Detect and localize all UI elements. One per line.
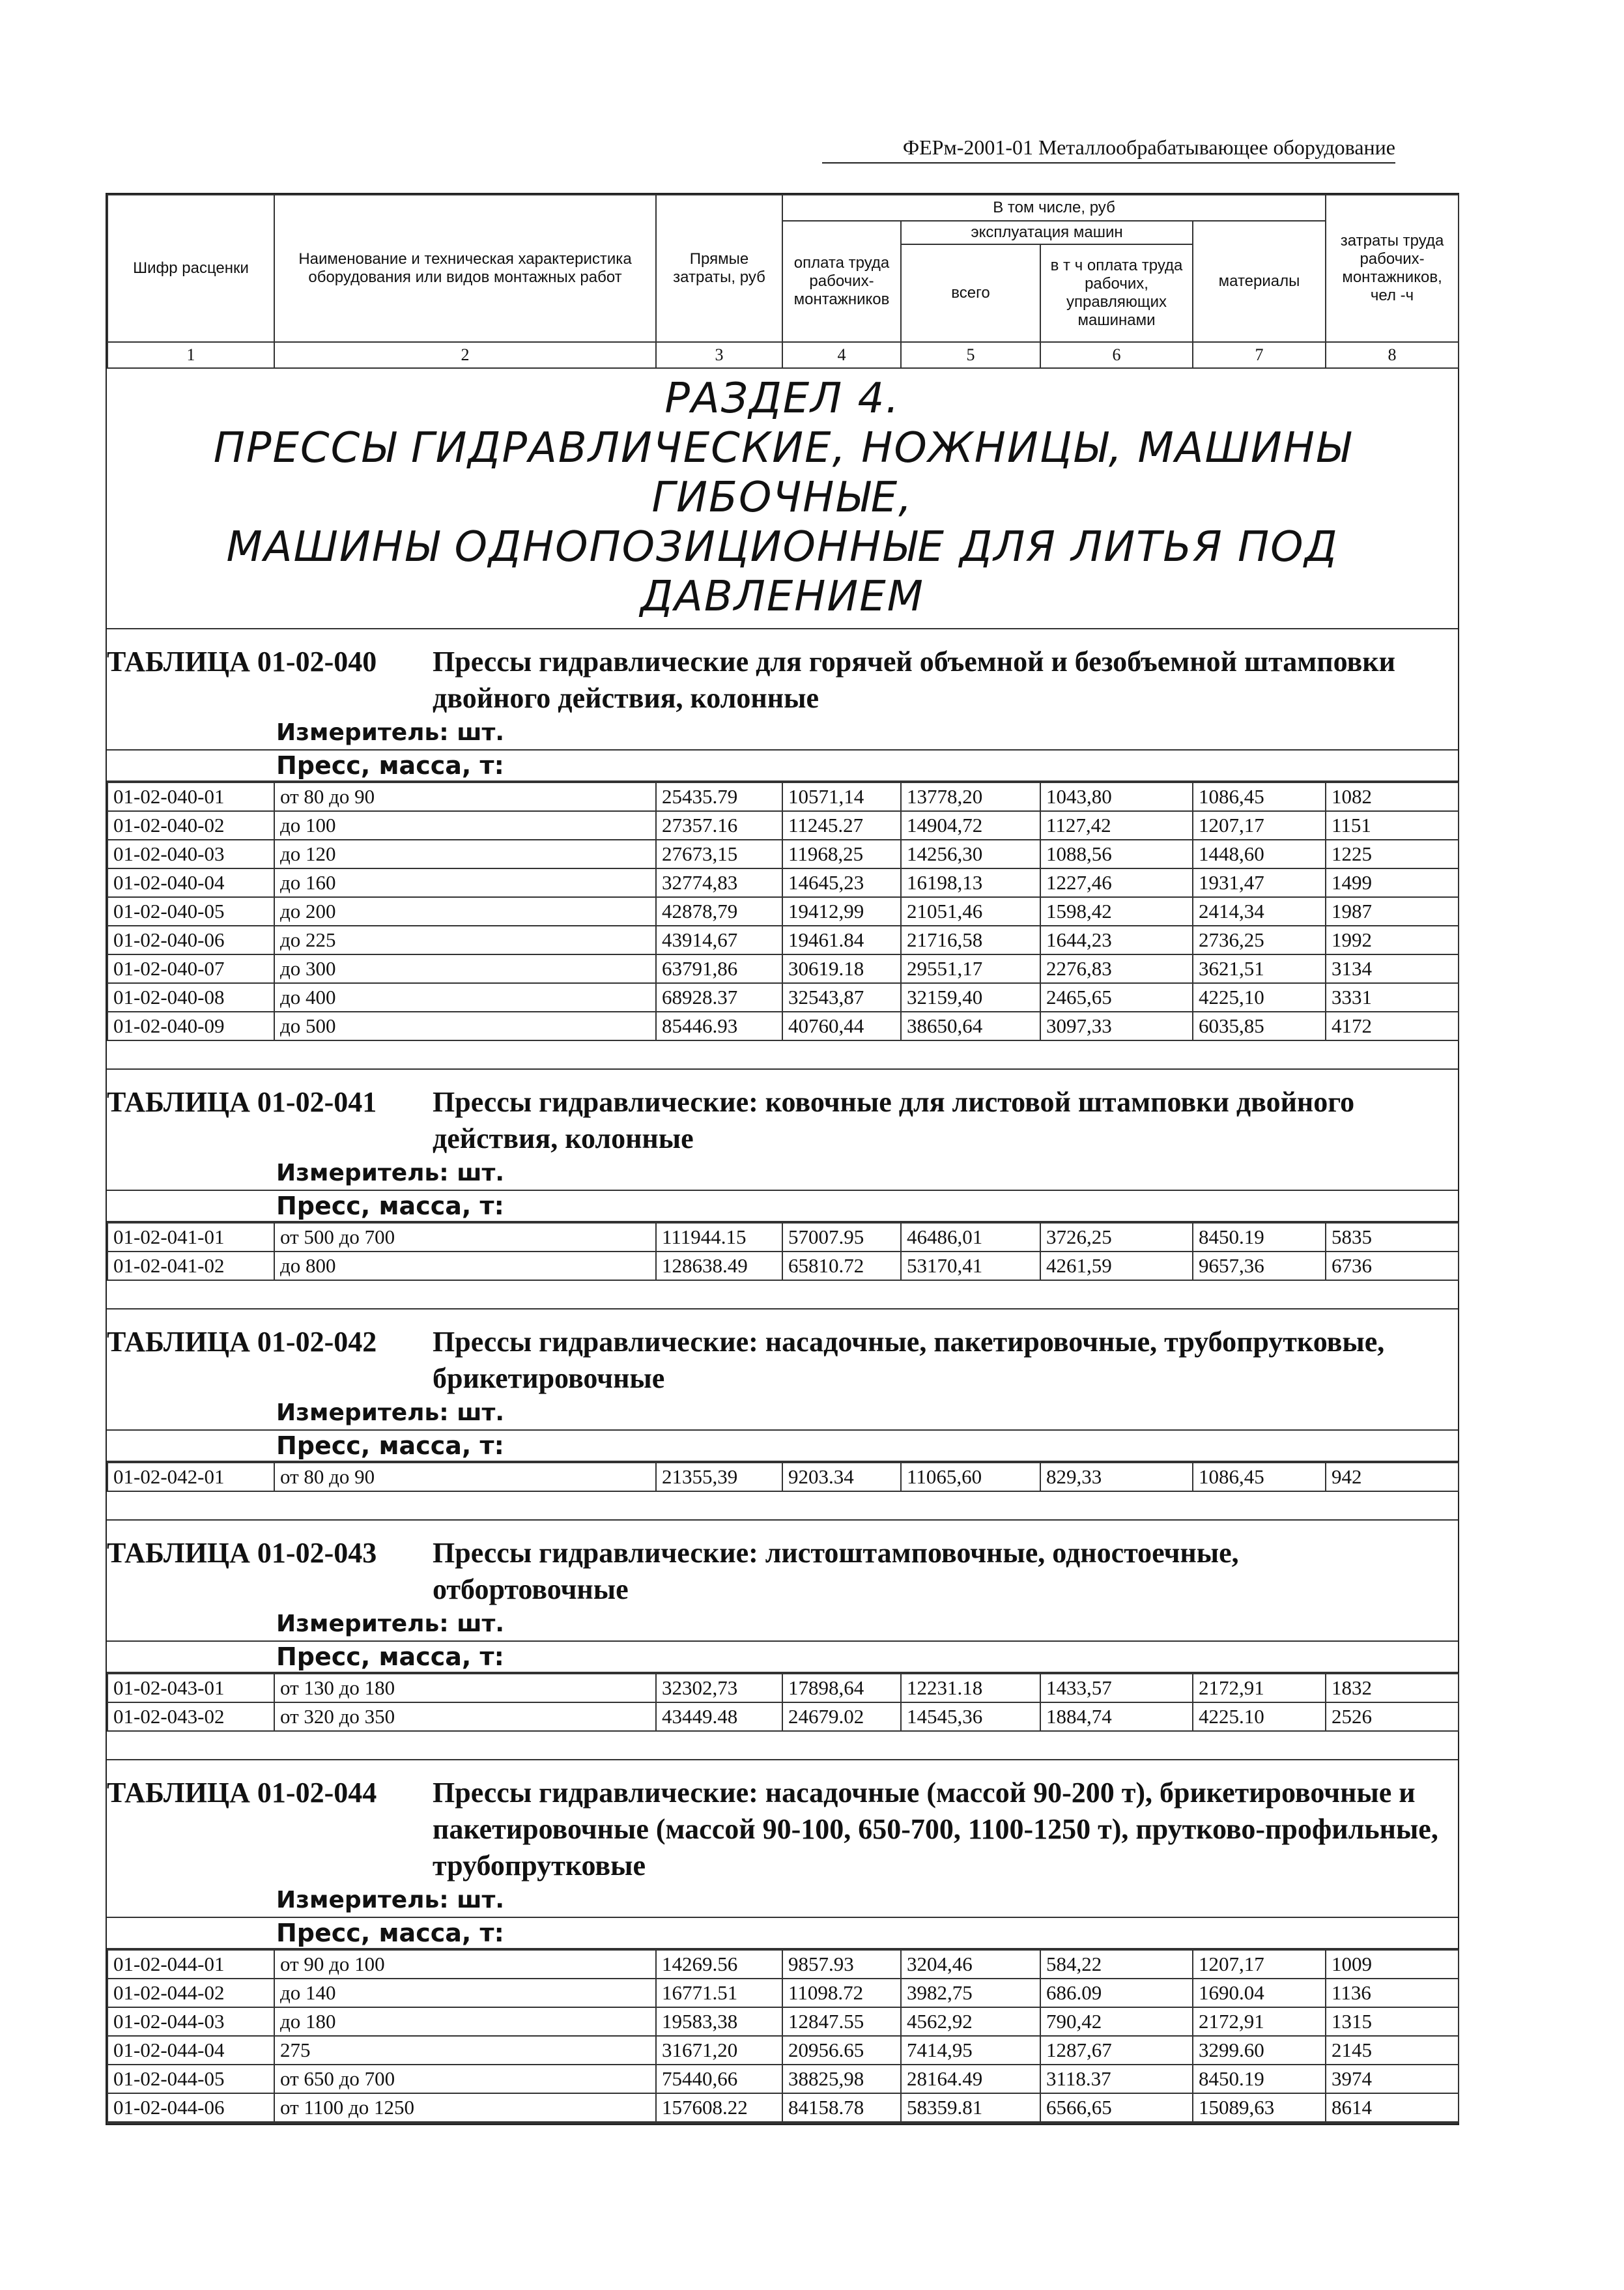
rate-value-cell: 9203.34 <box>782 1463 901 1491</box>
group-label: Пресс, масса, т: <box>107 1191 1458 1222</box>
rate-table-block <box>107 1070 1458 1310</box>
rate-value-cell: 6736 <box>1326 1252 1459 1280</box>
rate-table <box>107 1949 1459 2123</box>
rate-value-cell: 1043,80 <box>1040 782 1193 811</box>
table-description: Прессы гидравлические: ковочные для листовой штамповки двойного действия, колонные <box>433 1086 1355 1154</box>
rate-value-cell: 42878,79 <box>656 897 782 926</box>
group-label: Пресс, масса, т: <box>107 1431 1458 1462</box>
rate-code-cell: 01-02-040-03 <box>107 840 274 868</box>
rate-value-cell: 32543,87 <box>782 983 901 1012</box>
rate-value-cell: 1009 <box>1326 1950 1459 1979</box>
group-label: Пресс, масса, т: <box>107 1918 1458 1949</box>
rate-value-cell: 8450.19 <box>1193 1223 1326 1252</box>
rate-value-cell: 9657,36 <box>1193 1252 1326 1280</box>
rate-value-cell: 1644,23 <box>1040 926 1193 954</box>
col-machines-header: эксплуатация машин <box>901 221 1193 244</box>
rate-value-cell: 1931,47 <box>1193 868 1326 897</box>
rate-code-cell: 01-02-040-04 <box>107 868 274 897</box>
table-row <box>107 1979 1459 2007</box>
col-number: 7 <box>1193 342 1326 368</box>
rate-name-cell: до 500 <box>274 1012 656 1040</box>
rate-value-cell: 1499 <box>1326 868 1459 897</box>
table-title <box>107 1760 1458 1884</box>
rate-value-cell: 14545,36 <box>901 1702 1040 1731</box>
table-gap <box>107 1041 1458 1068</box>
rate-value-cell: 1598,42 <box>1040 897 1193 926</box>
rate-value-cell: 3982,75 <box>901 1979 1040 2007</box>
table-row <box>107 1223 1459 1252</box>
rate-code-cell: 01-02-042-01 <box>107 1463 274 1491</box>
col-number: 8 <box>1326 342 1459 368</box>
rate-name-cell: от 1100 до 1250 <box>274 2093 656 2122</box>
rate-value-cell: 1086,45 <box>1193 1463 1326 1491</box>
rate-value-cell: 2526 <box>1326 1702 1459 1731</box>
table-title <box>107 1521 1458 1608</box>
rate-code-cell: 01-02-040-08 <box>107 983 274 1012</box>
rate-name-cell: до 160 <box>274 868 656 897</box>
rate-code-cell: 01-02-041-01 <box>107 1223 274 1252</box>
table-row <box>107 811 1459 840</box>
column-number-row <box>107 342 1459 368</box>
rate-value-cell: 3726,25 <box>1040 1223 1193 1252</box>
rate-value-cell: 1832 <box>1326 1674 1459 1702</box>
table-row <box>107 868 1459 897</box>
rate-code-cell: 01-02-044-03 <box>107 2007 274 2036</box>
col-code-header: Шифр расценки <box>107 195 274 342</box>
rate-code-cell: 01-02-044-01 <box>107 1950 274 1979</box>
rate-table-block <box>107 629 1458 1070</box>
rate-value-cell: 2414,34 <box>1193 897 1326 926</box>
rate-code-cell: 01-02-044-05 <box>107 2065 274 2093</box>
rate-value-cell: 28164.49 <box>901 2065 1040 2093</box>
rate-name-cell: до 180 <box>274 2007 656 2036</box>
rate-name-cell: до 200 <box>274 897 656 926</box>
rate-table <box>107 1673 1459 1732</box>
table-code: ТАБЛИЦА 01-02-040 <box>107 646 377 678</box>
rate-name-cell: до 140 <box>274 1979 656 2007</box>
group-label: Пресс, масса, т: <box>107 1642 1458 1673</box>
rate-name-cell: от 500 до 700 <box>274 1223 656 1252</box>
rate-code-cell: 01-02-040-05 <box>107 897 274 926</box>
rate-value-cell: 1207,17 <box>1193 811 1326 840</box>
rate-value-cell: 3299.60 <box>1193 2036 1326 2065</box>
rate-value-cell: 1127,42 <box>1040 811 1193 840</box>
rate-value-cell: 32774,83 <box>656 868 782 897</box>
measure-unit: Измеритель: шт. <box>107 1397 1458 1431</box>
column-header-table <box>107 194 1459 369</box>
table-row <box>107 926 1459 954</box>
rate-value-cell: 3134 <box>1326 954 1459 983</box>
rate-name-cell: до 100 <box>274 811 656 840</box>
table-row <box>107 1012 1459 1040</box>
rate-value-cell: 14645,23 <box>782 868 901 897</box>
rate-value-cell: 9857.93 <box>782 1950 901 1979</box>
rate-value-cell: 27357.16 <box>656 811 782 840</box>
rate-value-cell: 942 <box>1326 1463 1459 1491</box>
rate-value-cell: 1987 <box>1326 897 1459 926</box>
rate-value-cell: 1433,57 <box>1040 1674 1193 1702</box>
rate-value-cell: 53170,41 <box>901 1252 1040 1280</box>
rate-value-cell: 17898,64 <box>782 1674 901 1702</box>
rate-value-cell: 30619.18 <box>782 954 901 983</box>
section-heading <box>107 369 1458 629</box>
rate-name-cell: от 650 до 700 <box>274 2065 656 2093</box>
rate-value-cell: 4225.10 <box>1193 1702 1326 1731</box>
rate-table-block <box>107 1760 1458 2124</box>
rate-value-cell: 1136 <box>1326 1979 1459 2007</box>
col-wages-header: оплата труда рабочих-монтажников <box>782 221 901 342</box>
rate-value-cell: 4172 <box>1326 1012 1459 1040</box>
col-number: 3 <box>656 342 782 368</box>
rate-value-cell: 19412,99 <box>782 897 901 926</box>
rate-value-cell: 1225 <box>1326 840 1459 868</box>
rate-code-cell: 01-02-040-07 <box>107 954 274 983</box>
rate-value-cell: 10571,14 <box>782 782 901 811</box>
rate-code-cell: 01-02-044-02 <box>107 1979 274 2007</box>
col-number: 2 <box>274 342 656 368</box>
rate-value-cell: 829,33 <box>1040 1463 1193 1491</box>
rate-value-cell: 19583,38 <box>656 2007 782 2036</box>
col-number: 6 <box>1040 342 1193 368</box>
rate-value-cell: 25435.79 <box>656 782 782 811</box>
rate-value-cell: 1088,56 <box>1040 840 1193 868</box>
rate-value-cell: 14904,72 <box>901 811 1040 840</box>
rate-code-cell: 01-02-043-01 <box>107 1674 274 1702</box>
rate-value-cell: 1448,60 <box>1193 840 1326 868</box>
table-gap <box>107 1732 1458 1759</box>
rate-name-cell: до 300 <box>274 954 656 983</box>
table-code: ТАБЛИЦА 01-02-043 <box>107 1537 377 1569</box>
rate-value-cell: 3621,51 <box>1193 954 1326 983</box>
rate-value-cell: 38825,98 <box>782 2065 901 2093</box>
table-row <box>107 897 1459 926</box>
table-code: ТАБЛИЦА 01-02-044 <box>107 1777 377 1809</box>
rate-value-cell: 157608.22 <box>656 2093 782 2122</box>
rate-value-cell: 5835 <box>1326 1223 1459 1252</box>
rate-name-cell: до 120 <box>274 840 656 868</box>
col-mach-total-header: всего <box>901 244 1040 342</box>
rate-value-cell: 13778,20 <box>901 782 1040 811</box>
rate-value-cell: 15089,63 <box>1193 2093 1326 2122</box>
rate-value-cell: 75440,66 <box>656 2065 782 2093</box>
rate-table <box>107 1462 1459 1492</box>
rate-value-cell: 31671,20 <box>656 2036 782 2065</box>
table-row <box>107 2093 1459 2122</box>
rate-code-cell: 01-02-040-02 <box>107 811 274 840</box>
rate-value-cell: 8614 <box>1326 2093 1459 2122</box>
rate-value-cell: 1690.04 <box>1193 1979 1326 2007</box>
rates-sheet <box>106 193 1459 2125</box>
rate-value-cell: 3331 <box>1326 983 1459 1012</box>
rate-value-cell: 46486,01 <box>901 1223 1040 1252</box>
rate-value-cell: 27673,15 <box>656 840 782 868</box>
table-row <box>107 2036 1459 2065</box>
table-row <box>107 1950 1459 1979</box>
rate-value-cell: 8450.19 <box>1193 2065 1326 2093</box>
rate-name-cell: до 225 <box>274 926 656 954</box>
col-mach-wages-header: в т ч оплата труда рабочих, управляющих машинами <box>1040 244 1193 342</box>
rate-value-cell: 2465,65 <box>1040 983 1193 1012</box>
col-number: 4 <box>782 342 901 368</box>
rate-value-cell: 85446.93 <box>656 1012 782 1040</box>
rate-code-cell: 01-02-044-06 <box>107 2093 274 2122</box>
rate-value-cell: 14269.56 <box>656 1950 782 1979</box>
table-title <box>107 1310 1458 1397</box>
rate-name-cell: 275 <box>274 2036 656 2065</box>
rate-value-cell: 3974 <box>1326 2065 1459 2093</box>
rate-value-cell: 14256,30 <box>901 840 1040 868</box>
rate-name-cell: от 80 до 90 <box>274 1463 656 1491</box>
col-direct-header: Прямые затраты, руб <box>656 195 782 342</box>
table-code: ТАБЛИЦА 01-02-042 <box>107 1326 377 1358</box>
rate-value-cell: 1086,45 <box>1193 782 1326 811</box>
rate-value-cell: 16771.51 <box>656 1979 782 2007</box>
rate-value-cell: 584,22 <box>1040 1950 1193 1979</box>
rate-value-cell: 65810.72 <box>782 1252 901 1280</box>
table-description: Прессы гидравлические для горячей объемной и безобъемной штамповки двойного действия, колонные <box>433 646 1395 714</box>
rate-value-cell: 58359.81 <box>901 2093 1040 2122</box>
rate-name-cell: до 400 <box>274 983 656 1012</box>
rate-value-cell: 1992 <box>1326 926 1459 954</box>
section-title-line: ПРЕССЫ ГИДРАВЛИЧЕСКИЕ, НОЖНИЦЫ, МАШИНЫ ГИБОЧНЫЕ, <box>213 424 1352 522</box>
table-description: Прессы гидравлические: насадочные (массой 90-200 т), брикетировочные и пакетировочные (массой 90-100, 650-700, 1100-1250 т), прутково-профильные, трубопрутковые <box>433 1777 1438 1882</box>
table-row <box>107 954 1459 983</box>
table-row <box>107 983 1459 1012</box>
rate-value-cell: 21051,46 <box>901 897 1040 926</box>
rate-value-cell: 12847.55 <box>782 2007 901 2036</box>
rate-table-block <box>107 1310 1458 1521</box>
rate-value-cell: 21716,58 <box>901 926 1040 954</box>
col-number: 1 <box>107 342 274 368</box>
rate-value-cell: 29551,17 <box>901 954 1040 983</box>
rate-value-cell: 790,42 <box>1040 2007 1193 2036</box>
rate-value-cell: 6035,85 <box>1193 1012 1326 1040</box>
table-description: Прессы гидравлические: насадочные, пакетировочные, трубопрутковые, брикетировочные <box>433 1326 1385 1394</box>
rate-code-cell: 01-02-044-04 <box>107 2036 274 2065</box>
rate-value-cell: 128638.49 <box>656 1252 782 1280</box>
rate-table-block <box>107 1521 1458 1760</box>
rate-table <box>107 782 1459 1041</box>
rate-value-cell: 2172,91 <box>1193 1674 1326 1702</box>
table-row <box>107 840 1459 868</box>
rate-code-cell: 01-02-040-01 <box>107 782 274 811</box>
section-title-line: МАШИНЫ ОДНОПОЗИЦИОННЫЕ ДЛЯ ЛИТЬЯ ПОД ДАВЛЕНИЕМ <box>226 523 1339 621</box>
table-row <box>107 1674 1459 1702</box>
rate-value-cell: 43914,67 <box>656 926 782 954</box>
rate-code-cell: 01-02-043-02 <box>107 1702 274 1731</box>
rate-value-cell: 4562,92 <box>901 2007 1040 2036</box>
rate-value-cell: 43449.48 <box>656 1702 782 1731</box>
rate-value-cell: 1151 <box>1326 811 1459 840</box>
rate-value-cell: 20956.65 <box>782 2036 901 2065</box>
rate-value-cell: 6566,65 <box>1040 2093 1193 2122</box>
rate-name-cell: от 320 до 350 <box>274 1702 656 1731</box>
table-title <box>107 629 1458 717</box>
rate-value-cell: 11968,25 <box>782 840 901 868</box>
rate-value-cell: 38650,64 <box>901 1012 1040 1040</box>
table-description: Прессы гидравлические: листоштамповочные, одностоечные, отбортовочные <box>433 1537 1239 1605</box>
rate-value-cell: 111944.15 <box>656 1223 782 1252</box>
rate-value-cell: 4261,59 <box>1040 1252 1193 1280</box>
col-incl-header: В том числе, руб <box>782 195 1326 221</box>
rate-value-cell: 1082 <box>1326 782 1459 811</box>
rate-value-cell: 1207,17 <box>1193 1950 1326 1979</box>
rate-value-cell: 1227,46 <box>1040 868 1193 897</box>
rate-value-cell: 32159,40 <box>901 983 1040 1012</box>
rate-value-cell: 2145 <box>1326 2036 1459 2065</box>
table-row <box>107 2065 1459 2093</box>
col-number: 5 <box>901 342 1040 368</box>
rate-value-cell: 11098.72 <box>782 1979 901 2007</box>
measure-unit: Измеритель: шт. <box>107 717 1458 751</box>
rate-value-cell: 1884,74 <box>1040 1702 1193 1731</box>
rate-value-cell: 57007.95 <box>782 1223 901 1252</box>
table-row <box>107 1463 1459 1491</box>
rate-value-cell: 63791,86 <box>656 954 782 983</box>
col-materials-header: материалы <box>1193 221 1326 342</box>
rate-table <box>107 1222 1459 1281</box>
rate-value-cell: 24679.02 <box>782 1702 901 1731</box>
rate-value-cell: 3118.37 <box>1040 2065 1193 2093</box>
table-row <box>107 2007 1459 2036</box>
rate-value-cell: 12231.18 <box>901 1674 1040 1702</box>
rate-value-cell: 40760,44 <box>782 1012 901 1040</box>
rate-code-cell: 01-02-041-02 <box>107 1252 274 1280</box>
table-gap <box>107 1492 1458 1519</box>
rate-value-cell: 1315 <box>1326 2007 1459 2036</box>
group-label: Пресс, масса, т: <box>107 751 1458 782</box>
rate-value-cell: 2276,83 <box>1040 954 1193 983</box>
measure-unit: Измеритель: шт. <box>107 1157 1458 1191</box>
rate-value-cell: 32302,73 <box>656 1674 782 1702</box>
rate-value-cell: 68928.37 <box>656 983 782 1012</box>
rate-name-cell: от 90 до 100 <box>274 1950 656 1979</box>
rate-value-cell: 3204,46 <box>901 1950 1040 1979</box>
col-labor-header: затраты труда рабочих-монтажников, чел -ч <box>1326 195 1459 342</box>
table-row <box>107 1252 1459 1280</box>
page-header: ФЕРм-2001-01 Металлообрабатывающее оборудование <box>822 136 1395 164</box>
section-number: РАЗДЕЛ 4. <box>664 375 900 423</box>
col-name-header: Наименование и техническая характеристика оборудования или видов монтажных работ <box>274 195 656 342</box>
rate-name-cell: от 130 до 180 <box>274 1674 656 1702</box>
rate-value-cell: 4225,10 <box>1193 983 1326 1012</box>
rate-value-cell: 7414,95 <box>901 2036 1040 2065</box>
rate-value-cell: 1287,67 <box>1040 2036 1193 2065</box>
rate-name-cell: от 80 до 90 <box>274 782 656 811</box>
measure-unit: Измеритель: шт. <box>107 1608 1458 1642</box>
rate-value-cell: 11065,60 <box>901 1463 1040 1491</box>
rate-value-cell: 16198,13 <box>901 868 1040 897</box>
rate-value-cell: 84158.78 <box>782 2093 901 2122</box>
rate-value-cell: 19461.84 <box>782 926 901 954</box>
rate-value-cell: 11245.27 <box>782 811 901 840</box>
rate-value-cell: 686.09 <box>1040 1979 1193 2007</box>
rate-code-cell: 01-02-040-06 <box>107 926 274 954</box>
rate-name-cell: до 800 <box>274 1252 656 1280</box>
table-gap <box>107 1281 1458 1308</box>
rate-value-cell: 2736,25 <box>1193 926 1326 954</box>
table-row <box>107 1702 1459 1731</box>
table-row <box>107 782 1459 811</box>
table-code: ТАБЛИЦА 01-02-041 <box>107 1086 377 1118</box>
table-title <box>107 1070 1458 1157</box>
rate-tables <box>107 629 1458 2124</box>
rate-value-cell: 21355,39 <box>656 1463 782 1491</box>
measure-unit: Измеритель: шт. <box>107 1884 1458 1918</box>
rate-value-cell: 3097,33 <box>1040 1012 1193 1040</box>
rate-value-cell: 2172,91 <box>1193 2007 1326 2036</box>
rate-code-cell: 01-02-040-09 <box>107 1012 274 1040</box>
